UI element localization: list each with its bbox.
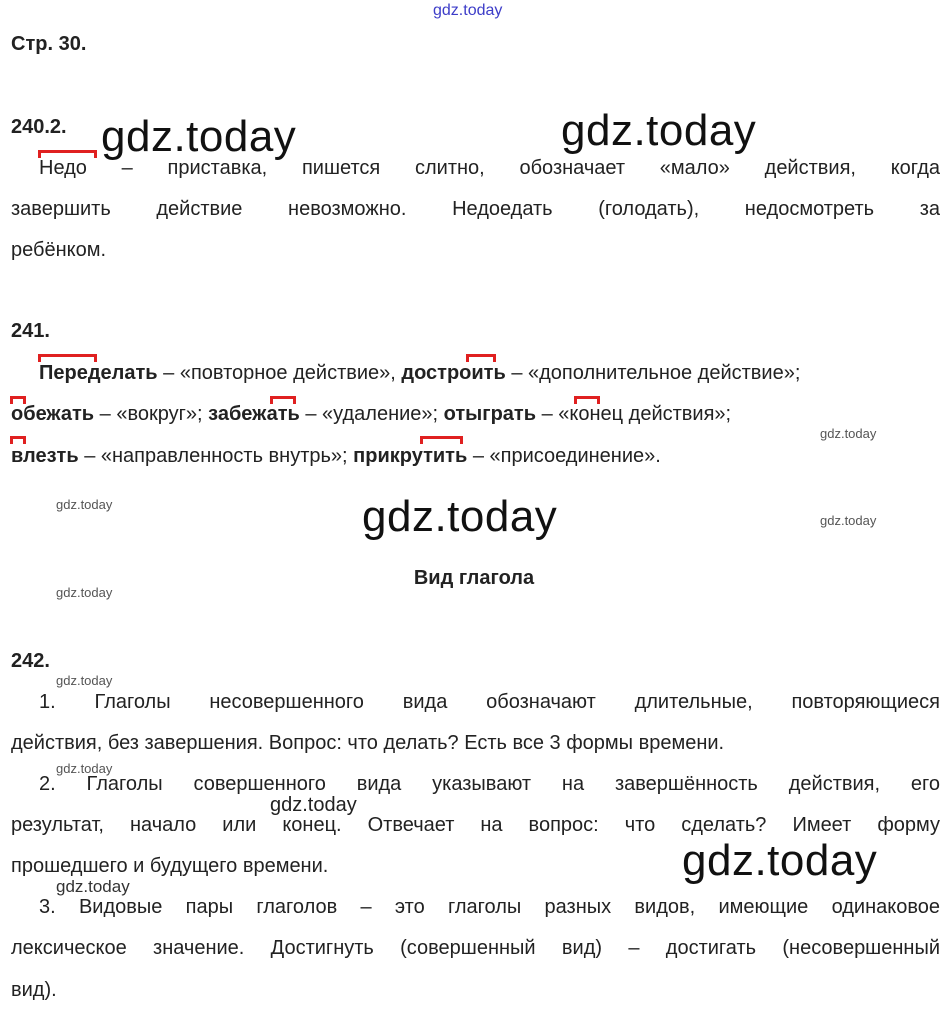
verb-meaning: – «конец действия»; xyxy=(536,403,732,425)
paragraph-line: результат, начало или конец. Отвечает на вопрос: что сделать? Имеет форму xyxy=(11,814,940,836)
verb-meaning: – «присоединение». xyxy=(467,445,661,467)
paragraph-line: ребёнком. xyxy=(11,239,107,261)
verb-term: прикрутить xyxy=(353,445,468,467)
watermark-small: gdz.today xyxy=(820,426,877,441)
paragraph-line: Недо – приставка, пишется слитно, обозначает «мало» действия, когда xyxy=(39,157,940,179)
watermark-small: gdz.today xyxy=(56,761,113,776)
verb-term: достроить xyxy=(401,362,506,384)
verb-meaning: – «вокруг»; xyxy=(94,403,209,425)
paragraph-line xyxy=(11,442,940,470)
watermark-large: gdz.today xyxy=(362,492,558,541)
paragraph-line: 2. Глаголы совершенного вида указывают на завершённость действия, его xyxy=(39,773,940,795)
watermark-small: gdz.today xyxy=(56,497,113,512)
verb-term: Переделать xyxy=(39,362,158,384)
watermark-small: gdz.today xyxy=(56,673,113,688)
paragraph-line xyxy=(39,359,940,387)
paragraph-line: завершить действие невозможно. Недоедать (голодать), недосмотреть за xyxy=(11,198,940,220)
exercise-number-242: 242. xyxy=(11,650,50,672)
verb-term: влезть xyxy=(11,445,79,467)
verb-meaning: – «дополнительное действие»; xyxy=(505,362,801,384)
verb-term: обежать xyxy=(11,403,95,425)
paragraph-line xyxy=(11,400,940,428)
paragraph-line: 3. Видовые пары глаголов – это глаголы разных видов, имеющие одинаковое xyxy=(39,896,940,918)
paragraph-line: действия, без завершения. Вопрос: что делать? Есть все 3 формы времени. xyxy=(11,732,725,754)
watermark-large: gdz.today xyxy=(101,112,297,161)
verb-meaning: – «направленность внутрь»; xyxy=(78,445,354,467)
verb-meaning: – «удаление»; xyxy=(299,403,444,425)
verb-term: отыграть xyxy=(443,403,537,425)
watermark-medium: gdz.today xyxy=(56,877,130,896)
verb-term: забежать xyxy=(208,403,300,425)
paragraph-line: прошедшего и будущего времени. xyxy=(11,855,329,877)
watermark-large: gdz.today xyxy=(682,836,878,885)
watermark-small: gdz.today xyxy=(56,585,113,600)
exercise-number-240: 240.2. xyxy=(11,116,67,138)
watermark-medium: gdz.today xyxy=(270,794,357,816)
section-title: Вид глагола xyxy=(413,567,535,589)
page-header: Стр. 30. xyxy=(11,33,87,55)
verb-meaning: – «повторное действие», xyxy=(157,362,402,384)
paragraph-line: 1. Глаголы несовершенного вида обозначают длительные, повторяющиеся xyxy=(39,691,940,713)
watermark-small: gdz.today xyxy=(820,513,877,528)
paragraph-line: вид). xyxy=(11,979,57,1001)
paragraph-line: лексическое значение. Достигнуть (совершенный вид) – достигать (несовершенный xyxy=(11,937,940,959)
watermark-top: gdz.today xyxy=(433,2,503,19)
exercise-number-241: 241. xyxy=(11,320,50,342)
watermark-large: gdz.today xyxy=(561,106,757,155)
